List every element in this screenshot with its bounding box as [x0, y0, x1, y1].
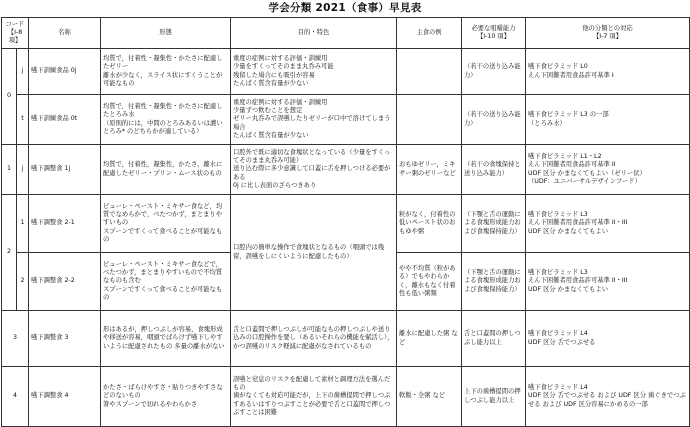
table-row — [2, 195, 690, 253]
purpose-cell: 誤嚥と窒息のリスクを配慮して素材と調理方法を選んだもの 歯がなくても対応可能だが，上下の歯槽提間で押しつぶすあるいはすりつぶすことが必要で舌と口蓋間で押しつぶすことは困難 — [231, 367, 397, 427]
staple-cell: やや不均質（粒がある）でもやわらかく，離水もなく付着性も低い粥類 — [397, 253, 462, 311]
header-form: 形態 — [101, 18, 231, 49]
other-cell: 嚥下食ピラミッド L4 UDF 区分 舌でつぶせる および UDF 区分 歯ぐきでつぶせる および UDF 区分容易にかめるの一部 — [526, 367, 690, 427]
header-code: コード 【I-8 項】 — [2, 18, 29, 49]
staple-cell: おもゆゼリー，ミキサー粥のゼリーなど — [397, 145, 462, 195]
header-ability: 必要な咀嚼能力 【I-10 項】 — [462, 18, 526, 49]
staple-cell: 離水に配慮した粥 など — [397, 311, 462, 367]
staple-cell: 粒がなく，付着性の低いペースト状のおもゆや粥 — [397, 195, 462, 253]
form-cell: 均質で，付着性・凝集性・かたさに配慮したゼリー 離水が少なく，スライス状にすくうことが可能なもの — [101, 49, 231, 95]
code-sub: 2 — [17, 253, 29, 311]
name-cell: 嚥下調整食 2-2 — [29, 253, 101, 311]
purpose-cell: 舌と口蓋間で押しつぶしが可能なもの押しつぶしや送り込みの口腔操作を要し（あるいそれらの機能を賦活し），かつ誤嚥のリスク軽減に配慮がなされているもの — [231, 311, 397, 367]
staple-cell: 軟飯・全粥 など — [397, 367, 462, 427]
ability-cell: （若干の食塊保持と送り込み能力） — [462, 145, 526, 195]
code-level: 0 — [2, 49, 17, 145]
page-title: 学会分類 2021（食事）早見表 — [268, 2, 422, 14]
header-name: 名称 — [29, 18, 101, 49]
code-level: 3 — [2, 311, 29, 367]
header-row — [2, 18, 690, 49]
staple-cell — [397, 49, 462, 95]
table-row — [2, 49, 690, 95]
purpose-cell: 口腔内の簡単な操作で食塊状となるもの（咽頭では残留，誤嚥をしにくいように配慮したもの） — [231, 195, 397, 311]
ability-cell: （下顎と舌の運動による食塊形成能力および食塊保持能力） — [462, 253, 526, 311]
name-cell: 嚥下訓練食品 0j — [29, 49, 101, 95]
code-level: 4 — [2, 367, 29, 427]
table-row — [2, 95, 690, 145]
ability-cell: （下顎と舌の運動による食塊形成能力および食塊保持能力） — [462, 195, 526, 253]
form-cell: 均質で，付着性，凝集性，かたさ，離水に配慮したゼリー・プリン・ムース状のもの — [101, 145, 231, 195]
code-level: 2 — [2, 195, 17, 311]
ability-cell: 舌と口蓋間の押しつぶし能力以上 — [462, 311, 526, 367]
code-sub: j — [17, 49, 29, 95]
name-cell: 嚥下調整食 2-1 — [29, 195, 101, 253]
other-cell: 嚥下食ピラミッド L3 えん下困難者用食品許可基準 II・III UDF 区分 かまなくてもよい — [526, 195, 690, 253]
header-other: 他の分類との対応 【I-7 項】 — [526, 18, 690, 49]
other-cell: 嚥下食ピラミッド L3 えん下困難者用食品許可基準 II・III UDF 区分 かまなくてもよい — [526, 253, 690, 311]
other-cell: 嚥下食ピラミッド L1・L2 えん下困難者用食品許可基準 II UDF 区分 かまなくてもよい（ゼリー状） （UDF：ユニバーサルデザインフード） — [526, 145, 690, 195]
table-row — [2, 367, 690, 427]
purpose-cell: 重度の症例に対する評価・訓練用 少量ずつ飲むことを想定 ゼリー丸呑みで誤嚥したりゼリーが口中で溶けてしまう場合 たんぱく質含有量が少ない — [231, 95, 397, 145]
form-cell: ピューレ・ペースト・ミキサー食などで，べたつかず，まとまりやすいもので不均質なものも含む スプーンですくって食べることが可能なもの — [101, 253, 231, 311]
classification-table — [1, 17, 690, 427]
name-cell: 嚥下調整食 4 — [29, 367, 101, 427]
header-staple: 主食の例 — [397, 18, 462, 49]
other-cell: 嚥下食ピラミッド L0 えん下困難者用食品許可基準 I — [526, 49, 690, 95]
name-cell: 嚥下訓練食品 0t — [29, 95, 101, 145]
table-row — [2, 145, 690, 195]
ability-cell: （若干の送り込み能力） — [462, 49, 526, 95]
code-sub: t — [17, 95, 29, 145]
header-purpose: 目的・特色 — [231, 18, 397, 49]
ability-cell: 上下の歯槽提間の押しつぶし能力以上 — [462, 367, 526, 427]
form-cell: かたさ・ばらけやすさ・貼りつきやすさなどのないもの 箸やスプーンで切れるやわらかさ — [101, 367, 231, 427]
purpose-cell: 重度の症例に対する評価・訓練用 少量をすくってそのまま丸呑み可能 残留した場合にも吸引が容易 たんぱく質含有量が少ない — [231, 49, 397, 95]
purpose-cell: 口腔外で既に適切な食塊状となっている（少量をすくってそのまま丸呑み可能） 送り込む際に多少意識して口蓋に舌を押しつける必要がある 0j に比し表面のざらつきあり — [231, 145, 397, 195]
form-cell: 均質で，付着性・凝集性・かたさに配慮したとろみ水 （原則的には，中間のとろみあるいは濃いとろみ* のどちらかが適している） — [101, 95, 231, 145]
code-level: 1 — [2, 145, 17, 195]
code-sub: 1 — [17, 195, 29, 253]
table-row — [2, 311, 690, 367]
form-cell: ピューレ・ペースト・ミキサー食など，均質でなめらかで，べたつかず，まとまりやすいもの スプーンですくって食べることが可能なもの — [101, 195, 231, 253]
name-cell: 嚥下調整食 3 — [29, 311, 101, 367]
staple-cell — [397, 95, 462, 145]
code-sub: j — [17, 145, 29, 195]
form-cell: 形はあるが，押しつぶしが容易，食塊形成や移送が容易，咽頭でばらけず嚥下しやすいように配慮されたもの 多量の離水がない — [101, 311, 231, 367]
other-cell: 嚥下食ピラミッド L4 UDF 区分 舌でつぶせる — [526, 311, 690, 367]
name-cell: 嚥下調整食 1j — [29, 145, 101, 195]
other-cell: 嚥下食ピラミッド L3 の一部 （とろみ水） — [526, 95, 690, 145]
ability-cell: （若干の送り込み能力） — [462, 95, 526, 145]
